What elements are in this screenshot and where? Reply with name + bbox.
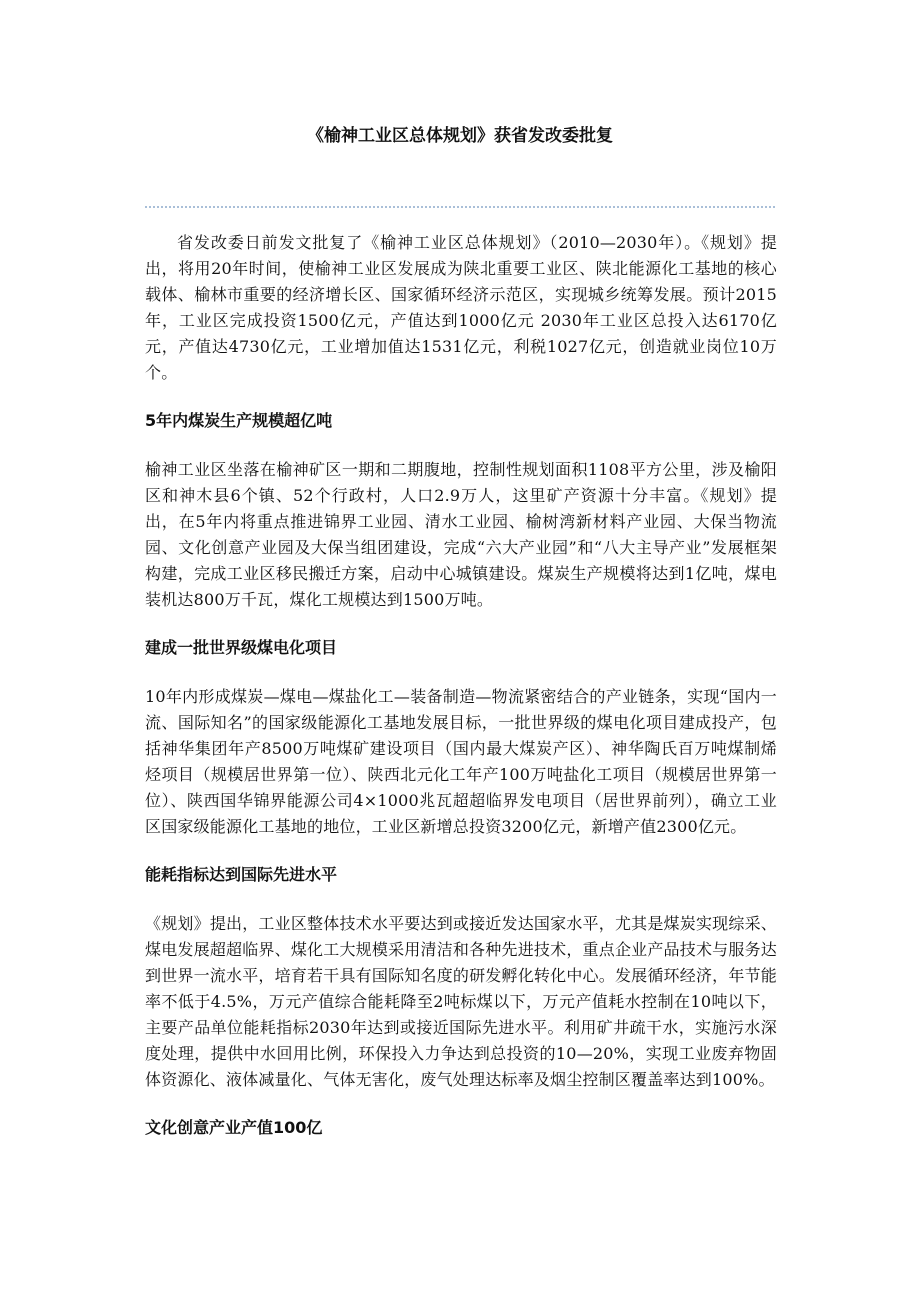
section-heading: 文化创意产业产值100亿 bbox=[145, 1118, 323, 1137]
section-paragraph: 《规划》提出，工业区整体技术水平要达到或接近发达国家水平，尤其是煤炭实现综采、煤电发展超超临界、煤化工大规模采用清洁和各种先进技术，重点企业产品技术与服务达到世界一流水平，培育若干具有国际知名度的研发孵化转化中心。发展循环经济，年节能率不低于4.5%，万元产值综合能耗降至2吨标煤以下，万元产值耗水控制在10吨以下，主要产品单位能耗指标2030年达到或接近国际先进水平。利用矿井疏干水，实施污水深度处理，提供中水回用比例，环保投入力争达到总投资的10—20%，实现工业废弃物固体资源化、液体减量化、气体无害化，废气处理达标率及烟尘控制区覆盖率达到100%。 bbox=[145, 914, 777, 1089]
section-paragraph: 榆神工业区坐落在榆神矿区一期和二期腹地，控制性规划面积1108平方公里，涉及榆阳区和神木县6个镇、52个行政村，人口2.9万人，这里矿产资源十分丰富。《规划》提出，在5年内将重点推进锦界工业园、清水工业园、榆树湾新材料产业园、大保当物流园、文化创意产业园及大保当组团建设，完成“六大产业园”和“八大主导产业”发展框架构建，完成工业区移民搬迁方案，启动中心城镇建设。煤炭生产规模将达到1亿吨，煤电装机达800万千瓦，煤化工规模达到1500万吨。 bbox=[145, 460, 777, 609]
section-heading: 5年内煤炭生产规模超亿吨 bbox=[145, 411, 333, 430]
section-heading: 建成一批世界级煤电化项目 bbox=[145, 638, 338, 657]
section-paragraph: 10年内形成煤炭—煤电—煤盐化工—装备制造—物流紧密结合的产业链条，实现“国内一流、国际知名”的国家级能源化工基地发展目标，一批世界级的煤电化项目建成投产，包括神华集团年产8500万吨煤矿建设项目（国内最大煤炭产区）、神华陶氏百万吨煤制烯烃项目（规模居世界第一位）、陕西北元化工年产100万吨盐化工项目（规模居世界第一位）、陕西国华锦界能源公司4×1000兆瓦超超临界发电项目（居世界前列），确立工业区国家级能源化工基地的地位，工业区新增总投资3200亿元，新增产值2300亿元。 bbox=[145, 687, 777, 836]
intro-paragraph: 省发改委日前发文批复了《榆神工业区总体规划》（2010—2030年）。《规划》提出，将用20年时间，使榆神工业区发展成为陕北重要工业区、陕北能源化工基地的核心载体、榆林市重要的经济增长区、国家循环经济示范区，实现城乡统筹发展。预计2015年，工业区完成投资1500亿元，产值达到1000亿元 2030年工业区总投入达6170亿元，产值达4730亿元，工业增加值达1531亿元，利税1027亿元，创造就业岗位10万个。 bbox=[145, 233, 777, 382]
title-divider bbox=[145, 206, 775, 208]
article-body bbox=[145, 230, 777, 1141]
document-title: 《榆神工业区总体规划》获省发改委批复 bbox=[307, 126, 613, 146]
section-heading: 能耗指标达到国际先进水平 bbox=[145, 865, 338, 884]
